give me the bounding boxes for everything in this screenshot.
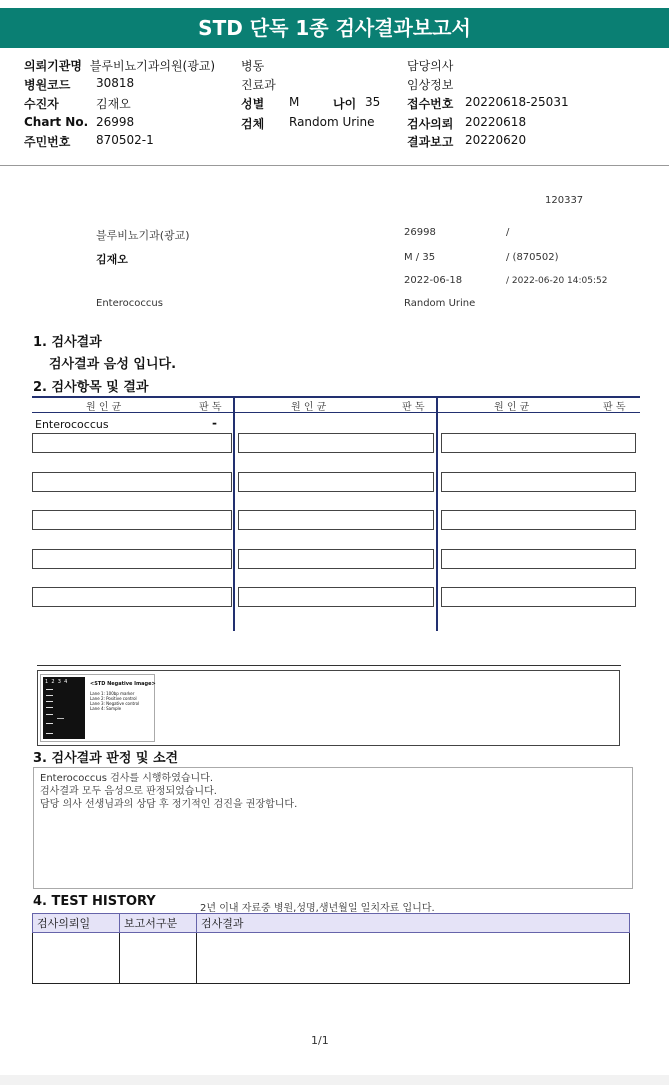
result-box xyxy=(441,433,636,453)
request-label: 검사의뢰 xyxy=(407,117,454,131)
gel-band xyxy=(46,723,53,724)
results-col-divider-1 xyxy=(233,396,235,631)
gel-photo xyxy=(43,677,85,739)
request-value: 20220618 xyxy=(465,115,527,129)
result-value: - xyxy=(212,416,217,430)
history-cell xyxy=(120,933,197,984)
history-col-report-type: 보고서구분 xyxy=(120,914,197,933)
col-result-1: 판 독 xyxy=(199,402,222,413)
result-box xyxy=(32,587,232,607)
history-note: 2년 이내 자료중 병원,성명,생년월일 일치자료 입니다. xyxy=(200,903,435,914)
result-box xyxy=(441,549,636,569)
ward-label: 병동 xyxy=(241,59,265,73)
patient-label: 수진자 xyxy=(24,97,59,111)
sex-label: 성별 xyxy=(241,97,265,111)
result-box xyxy=(238,549,434,569)
rrn-row xyxy=(24,133,154,150)
results-header-rule xyxy=(32,412,640,413)
receipt-label: 접수번호 xyxy=(407,97,454,111)
result-pathogen: Enterococcus xyxy=(35,418,109,431)
page-number: 1/1 xyxy=(311,1034,329,1047)
col-pathogen-1: 원 인 균 xyxy=(86,402,122,413)
gel-image xyxy=(40,674,155,742)
section3-heading: 3. 검사결과 판정 및 소견 xyxy=(33,751,179,766)
result-box xyxy=(32,510,232,530)
hospital-code-row xyxy=(24,76,135,93)
rrn-value: 870502-1 xyxy=(96,133,154,147)
summary-organism: Enterococcus xyxy=(96,298,163,309)
age-label: 나이 xyxy=(333,97,357,111)
sex-value: M xyxy=(289,95,300,109)
results-col-divider-2 xyxy=(436,396,438,631)
specimen-value: Random Urine xyxy=(289,115,375,129)
chart-value: 26998 xyxy=(96,115,135,129)
result-box xyxy=(32,472,232,492)
summary-specimen: Random Urine xyxy=(404,298,476,309)
request-row xyxy=(407,115,527,132)
section4-heading: 4. TEST HISTORY xyxy=(33,894,156,909)
institution-value: 블루비뇨기과의원(광교) xyxy=(89,59,216,73)
result-box xyxy=(238,472,434,492)
section1-text: 검사결과 음성 입니다. xyxy=(49,357,177,372)
institution-label: 의뢰기관명 xyxy=(24,59,82,73)
rrn-label: 주민번호 xyxy=(24,135,71,149)
section1-heading: 1. 검사결과 xyxy=(33,335,102,350)
chart-label: Chart No. xyxy=(24,115,89,129)
history-cell xyxy=(33,933,120,984)
summary-name: 김재오 xyxy=(96,253,128,266)
gel-band xyxy=(46,733,53,734)
gel-lane-numbers: 1 2 3 4 xyxy=(45,679,68,685)
gel-band xyxy=(46,707,53,708)
history-table xyxy=(32,913,630,984)
gel-title: <STD Negative Image> xyxy=(90,681,156,687)
dept-label: 진료과 xyxy=(241,78,276,92)
patient-value: 김재오 xyxy=(96,97,131,111)
summary-date1: 2022-06-18 xyxy=(404,275,463,286)
summary-date2: / 2022-06-20 14:05:52 xyxy=(506,276,608,286)
col-result-3: 판 독 xyxy=(603,402,626,413)
header-divider xyxy=(0,165,669,166)
result-box xyxy=(32,433,232,453)
col-result-3-pathogen: 원 인 균 xyxy=(494,402,530,413)
gel-legend-line: Lane 4: Sample xyxy=(90,706,122,711)
history-col-result: 검사결과 xyxy=(197,914,630,933)
history-row xyxy=(33,933,630,984)
col-pathogen-2: 원 인 균 xyxy=(291,402,327,413)
gel-band xyxy=(46,701,53,702)
gel-band xyxy=(46,714,53,715)
receipt-row xyxy=(407,95,569,112)
results-top-rule xyxy=(32,396,640,398)
gel-legend-line: Lane 1: 100bp marker xyxy=(90,691,135,696)
report-label: 결과보고 xyxy=(407,135,454,149)
summary-sex-age: M / 35 xyxy=(404,252,436,263)
col-result-2: 판 독 xyxy=(402,402,425,413)
age-value: 35 xyxy=(365,95,381,109)
doctor-label: 담당의사 xyxy=(407,59,454,73)
result-box xyxy=(441,510,636,530)
summary-chart: 26998 xyxy=(404,227,436,238)
findings-line: Enterococcus 검사를 시행하였습니다. xyxy=(40,773,214,784)
result-box xyxy=(441,472,636,492)
summary-slash: / xyxy=(506,227,510,238)
gel-band xyxy=(57,718,64,719)
hospital-code-label: 병원코드 xyxy=(24,78,71,92)
summary-birth: / (870502) xyxy=(506,252,559,263)
history-cell xyxy=(197,933,630,984)
summary-code: 120337 xyxy=(545,195,584,206)
result-box xyxy=(441,587,636,607)
report-value: 20220620 xyxy=(465,133,527,147)
gel-legend-line: Lane 2: Positive control xyxy=(90,696,137,701)
clinical-label: 임상정보 xyxy=(407,78,454,92)
history-header-row xyxy=(33,914,630,933)
result-box xyxy=(238,433,434,453)
gel-band xyxy=(46,689,53,690)
hospital-code-value: 30818 xyxy=(96,76,135,90)
receipt-value: 20220618-25031 xyxy=(465,95,569,109)
gel-legend xyxy=(90,691,139,711)
gel-band xyxy=(46,695,53,696)
findings-box xyxy=(33,767,633,889)
findings-line: 검사결과 모두 음성으로 판정되었습니다. xyxy=(40,786,217,797)
section2-heading: 2. 검사항목 및 결과 xyxy=(33,380,149,395)
institution-row xyxy=(24,57,215,74)
gel-legend-line: Lane 3: Negative control xyxy=(90,701,140,706)
result-box xyxy=(238,510,434,530)
specimen-label: 검체 xyxy=(241,117,265,131)
findings-line: 담당 의사 선생님과의 상담 후 정기적인 검진을 권장합니다. xyxy=(40,799,298,810)
report-title: STD 단독 1종 검사결과보고서 xyxy=(0,8,669,48)
result-box xyxy=(32,549,232,569)
report-date-row xyxy=(407,133,527,150)
chart-row xyxy=(24,115,135,129)
history-col-request: 검사의뢰일 xyxy=(33,914,120,933)
sex-age-row xyxy=(241,95,381,112)
specimen-row xyxy=(241,115,375,132)
patient-row xyxy=(24,95,131,112)
summary-institution: 블루비뇨기과(광교) xyxy=(96,229,190,242)
result-box xyxy=(238,587,434,607)
gel-top-rule xyxy=(37,665,621,666)
